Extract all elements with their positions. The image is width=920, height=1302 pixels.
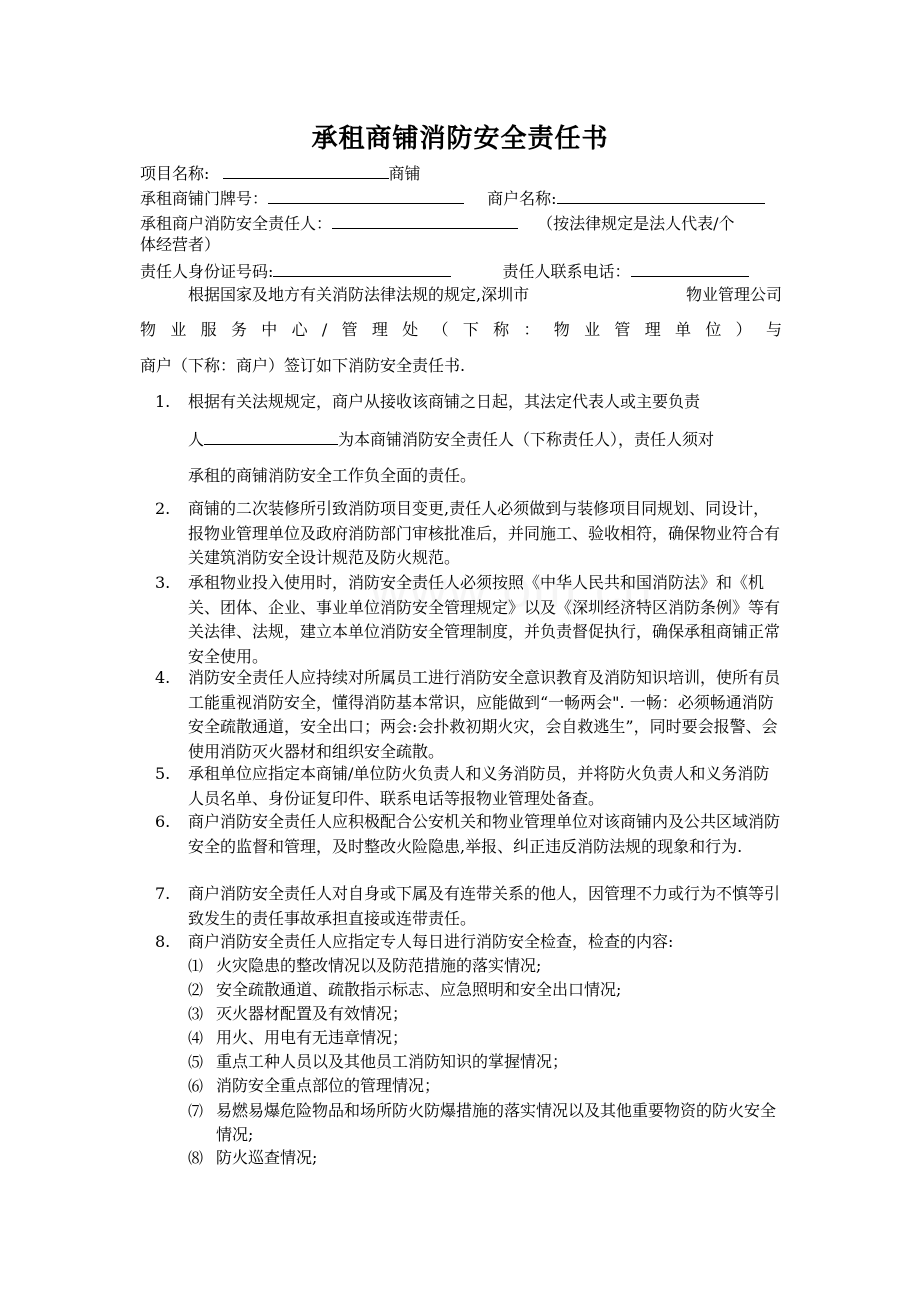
intro-line-2: [140, 319, 782, 341]
merchant-label: 商户名称:: [487, 189, 557, 208]
sub-item: [188, 1075, 788, 1097]
intro-char: 理: [644, 320, 661, 339]
intro-char: 与: [765, 320, 782, 339]
intro-char: 业: [584, 320, 601, 339]
intro-char: 心: [291, 320, 308, 339]
id-phone-row: [140, 259, 749, 283]
door-number-blank: [268, 186, 464, 204]
intro-char: /: [321, 320, 328, 339]
item-line: 根据有关法规规定，商户从接收该商铺之日起，其法定代表人或主要负责: [188, 392, 701, 411]
sub-item-text: 用火、用电有无违章情况；: [216, 1028, 409, 1047]
project-name-blank: [223, 161, 389, 179]
sub-item: [188, 1027, 788, 1049]
intro-char: 位: [705, 320, 722, 339]
sub-item-number: ⑸: [188, 1053, 204, 1071]
merchant-name-blank: [557, 186, 765, 204]
item-number: 4.: [155, 668, 171, 687]
intro-line-1-left: 根据国家及地方有关消防法律法规的规定,深圳市: [188, 285, 530, 304]
intro-char: 务: [230, 320, 247, 339]
responsible-row: [140, 211, 735, 235]
intro-line-3: 商户（下称：商户）签订如下消防安全责任书.: [140, 356, 466, 375]
sub-item-number: ⑹: [188, 1077, 204, 1095]
item-line-rest: 为本商铺消防安全责任人（下称责任人），责任人须对: [338, 430, 715, 449]
intro-char: 管: [614, 320, 631, 339]
item-text: 承租物业投入使用时，消防安全责任人必须按照《中华人民共和国消防法》和《机关、团体、企业、事业单位消防安全管理规定》以及《深圳经济特区消防条例》等有关法律、法规，建立本单位消防安全管理制度，并负责督促执行，确保承租商铺正常安全使用。: [188, 573, 781, 666]
door-merchant-row: [140, 186, 765, 210]
sub-item-text: 防火巡查情况;: [216, 1148, 318, 1167]
list-item: [155, 497, 785, 571]
responsible-note: （按法律规定是法人代表/个: [537, 214, 735, 233]
list-item: [155, 882, 785, 931]
document-title: 承租商铺消防安全责任书: [311, 124, 609, 154]
sub-item-text: 消防安全重点部位的管理情况；: [216, 1076, 441, 1095]
item-line: [188, 427, 785, 451]
intro-char: 称: [493, 320, 510, 339]
project-label: 项目名称:: [140, 164, 210, 183]
sub-item-text: 重点工种人员以及其他员工消防知识的掌握情况；: [216, 1052, 569, 1071]
item-text: 承租单位应指定本商铺/单位防火负责人和义务消防员，并将防火负责人和义务消防人员名单、身份证复印件、联系电话等报物业管理处备查。: [188, 764, 770, 808]
item-text: 商铺的二次装修所引致消防项目变更,责任人必须做到与装修项目同规划、同设计，报物业管理单位及政府消防部门审核批准后，并同施工、验收相符，确保物业符合有关建筑消防安全设计规范及防火规范。: [188, 499, 781, 567]
item-prefix: 人: [188, 430, 205, 449]
item-number: 8.: [155, 932, 171, 951]
sub-item-text: 灭火器材配置及有效情况；: [216, 1004, 409, 1023]
sub-item-text: 火灾隐患的整改情况以及防范措施的落实情况;: [216, 956, 542, 975]
sub-item-number: ⑷: [188, 1029, 204, 1047]
list-item: [155, 810, 785, 859]
item-text: 商户消防安全责任人应指定专人每日进行消防安全检查，检查的内容:: [188, 932, 674, 951]
sub-item: [188, 1099, 788, 1147]
sub-item-number: ⑵: [188, 981, 204, 999]
id-label: 责任人身份证号码:: [140, 262, 274, 281]
intro-char: 中: [261, 320, 278, 339]
sub-item-number: ⑺: [188, 1102, 204, 1120]
list-item: [155, 930, 785, 955]
phone-label: 责任人联系电话：: [502, 262, 631, 281]
intro-char: 物: [140, 320, 157, 339]
intro-char: ：: [523, 320, 540, 339]
sub-item-number: ⑶: [188, 1005, 204, 1023]
responsible-blank: [332, 211, 518, 229]
list-item: [155, 762, 785, 811]
id-number-blank: [273, 259, 451, 277]
sub-item-text: 易燃易爆危险物品和场所防火防爆措施的落实情况以及其他重要物资的防火安全情况;: [216, 1101, 777, 1144]
intro-char: 单: [675, 320, 692, 339]
item-line: 承租的商铺消防安全工作负全面的责任。: [188, 466, 477, 485]
item-text: 商户消防安全责任人应积极配合公安机关和物业管理单位对该商铺内及公共区域消防安全的监督和管理，及时整改火险隐患,举报、纠正违反消防法规的现象和行为.: [188, 812, 781, 856]
sub-item: [188, 1003, 788, 1025]
sub-item: [188, 1147, 788, 1169]
responsible-label: 承租商户消防安全责任人：: [140, 214, 333, 233]
intro-char: 业: [170, 320, 187, 339]
item-text: [188, 391, 785, 487]
item-number: 7.: [155, 884, 171, 903]
list-item: [155, 571, 785, 669]
intro-char: ）: [735, 320, 752, 339]
project-suffix: 商铺: [388, 164, 421, 183]
item-number: 3.: [155, 573, 171, 592]
list-item: [155, 666, 785, 764]
item-text: 消防安全责任人应持续对所属员工进行消防安全意识教育及消防知识培训，使所有员工能重视消防安全，懂得消防基本常识，应能做到“一畅两会". 一畅：必须畅通消防安全疏散通道，安全出口；两会:会扑救初期火灾，会自救逃生”，同时要会报警、会使用消防灭火器材和组织安全疏散。: [188, 668, 781, 761]
intro-line-1-right: 物业管理公司: [685, 285, 782, 304]
responsible-person-blank: [204, 427, 338, 445]
list-item: [155, 391, 785, 487]
project-name-row: [140, 161, 421, 185]
intro-char: 管: [341, 320, 358, 339]
intro-char: （: [432, 320, 449, 339]
intro-char: 物: [553, 320, 570, 339]
sub-item-number: ⑴: [188, 957, 204, 975]
sub-item-number: ⑻: [188, 1149, 204, 1167]
intro-line-1: [188, 284, 782, 306]
sub-item-text: 安全疏散通道、疏散指示标志、应急照明和安全出口情况;: [216, 980, 622, 999]
responsible-note-cont: 体经营者）: [140, 235, 221, 254]
item-text: 商户消防安全责任人对自身或下属及有连带关系的他人，因管理不力或行为不慎等引致发生的责任事故承担直接或连带责任。: [188, 884, 781, 928]
sub-item: [188, 1051, 788, 1073]
item-number: 5.: [155, 764, 171, 783]
item-number: 2.: [155, 499, 171, 518]
intro-char: 服: [200, 320, 217, 339]
door-label: 承租商铺门牌号：: [140, 189, 269, 208]
item-number: 6.: [155, 812, 171, 831]
sub-item: [188, 955, 788, 977]
intro-char: 下: [462, 320, 479, 339]
intro-char: 理: [371, 320, 388, 339]
sub-item: [188, 979, 788, 1001]
item-number: 1.: [155, 392, 171, 411]
intro-char: 处: [402, 320, 419, 339]
phone-blank: [631, 259, 749, 277]
